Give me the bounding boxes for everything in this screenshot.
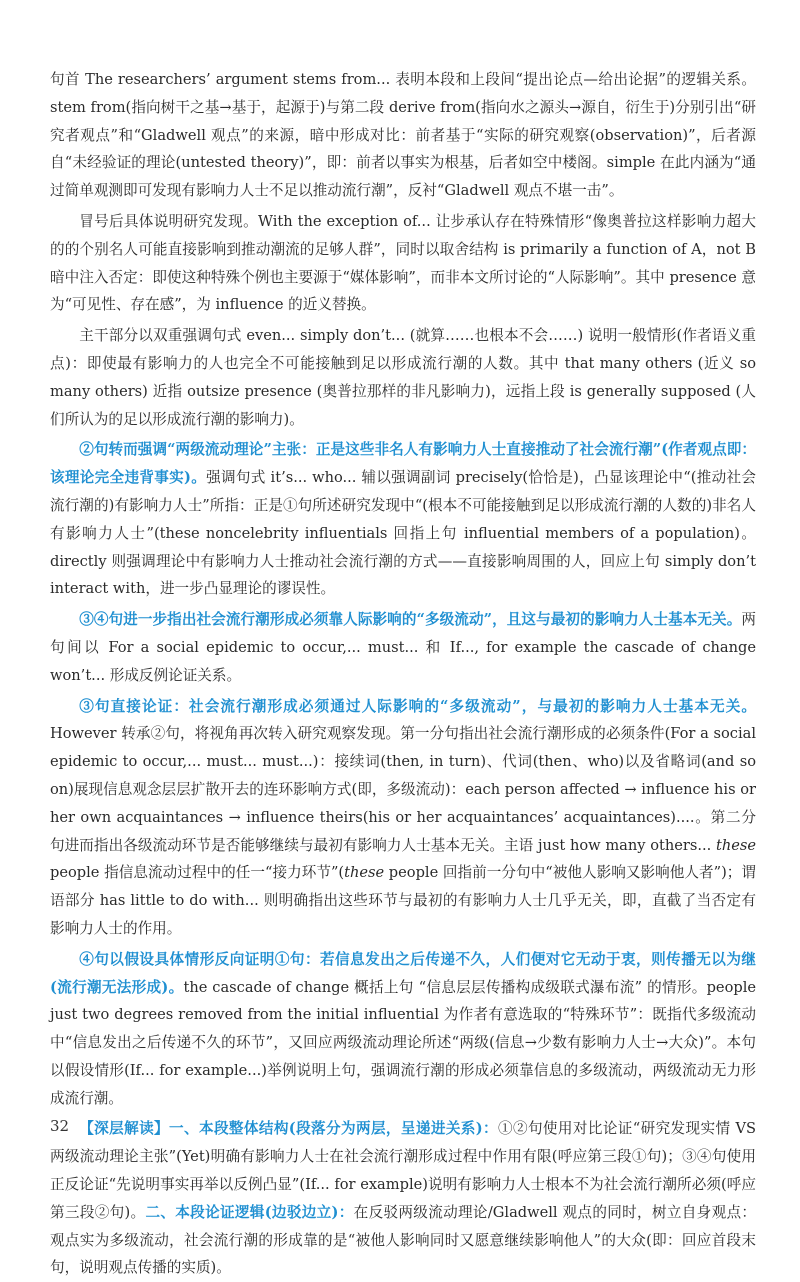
highlighted-summary: ③句直接论证：社会流行潮形成必须通过人际影响的“多级流动”，与最初的影响力人士基本无关。 — [79, 697, 756, 715]
body-text: people 回指前一分句中“被他人影响又影响他人者”)；谓语部分 has little to do with... 则明确指出这些环节与最初的有影响力人士几乎无关，即，直截了当否定有影响力人士的作用。 — [50, 864, 756, 937]
page-number: 32 — [50, 1117, 70, 1135]
body-text: 句首 The researchers’ argument stems from... 表明本段和上段间“提出论点—给出论据”的逻辑关系。stem from(指向树干之基→基于，起源于)与第二段 derive from(指向水之源头→源自，衍生于)分别引出“研究者观点”和“Gladwell 观点”的来源，暗中形成对比：前者基于“实际的研究观察(observation)”，后者源自“未经验证的理论(untested theory)”，即：前者以事实为根基，后者如空中楼阁。simple 在此内涵为“通过简单观测即可发现有影响力人士不足以推动流行潮”，反衬“Gladwell 观点不堪一击”。 — [50, 71, 756, 200]
body-text: However 转承②句，将视角再次转入研究观察发现。第一分句指出社会流行潮形成的必须条件(For a social epidemic to occur,... must... must...)：接续词(then, in turn)、代词(then、who)以及省略词(and so on)展现信息观念层层扩散开去的连环影响方式(即，多级流动)：each person affected → influence his or her own acquaintances → influence theirs(his or her acquaintances’ acquaintances)....。第二分句进而指出各级流动环节是否能够继续与最初有影响力人士基本无关。主语 just how many others... — [50, 725, 756, 854]
body-text: 冒号后具体说明研究发现。With the exception of... 让步承认存在特殊情形“像奥普拉这样影响力超大的的个别名人可能直接影响到推动潮流的足够人群”，同时以取舍结构 is primarily a function of A，not B 暗中注入否定：即使这种特殊个例也主要源于“媒体影响”，而非本文所讨论的“人际影响”。其中 presence 意为“可见性、存在感”，为 influence 的近义替换。 — [50, 212, 756, 314]
body-text: people 指信息流动过程中的任一“接力环节”( — [50, 864, 345, 882]
paragraph-p5 — [50, 606, 756, 689]
paragraph-p8 — [50, 1115, 756, 1282]
body-text: ①②句使用对比论证“研究发现实情 VS 两级流动理论主张”(Yet)明确有影响力人士在社会流行潮形成过程中作用有限(呼应第三段①句)；③④句使用正反论证“先说明事实再举以反例凸显”(If... for example)说明有影响力人士根本不为社会流行潮所必须(呼应第三段②句)。 — [50, 1120, 756, 1221]
highlighted-summary: ④句以假设具体情形反向证明①句：若信息发出之后传递不久，人们便对它无动于衷，则传播无以为继(流行潮无法形成)。 — [50, 950, 756, 996]
highlighted-summary: 【深层解读】一、本段整体结构(段落分为两层，呈递进关系)： — [79, 1120, 499, 1138]
body-text: 两句间以 For a social epidemic to occur,... must... 和 If..., for example the cascade of change won’t... 形成反例论证关系。 — [50, 611, 756, 684]
body-text: 在反驳两级流动理论/Gladwell 观点的同时，树立自身观点：观点实为多级流动，社会流行潮的形成靠的是“被他人影响同时又愿意继续影响他人”的大众(即：回应首段末句，说明观点传播的实质)。 — [50, 1203, 756, 1277]
paragraph-p7 — [50, 946, 756, 1113]
italic-term: these — [344, 864, 385, 882]
body-text: the cascade of change 概括上句 “信息层层传播构成级联式瀑布流” 的情形。people just two degrees removed from the initial influential 为作者有意选取的“特殊环节”：既指代多级流动中“信息发出之后传递不久的环节”，又回应两级流动理论所述“两级(信息→少数有影响力人士→大众)”。本句以假设情形(If... for example...)举例说明上句，强调流行潮的形成必须靠信息的多级流动，两级流动无力形成流行潮。 — [50, 978, 757, 1107]
highlighted-summary: ②句转而强调“两级流动理论”主张：正是这些非名人有影响力人士直接推动了社会流行潮”(作者观点即：该理论完全违背事实)。 — [50, 441, 756, 487]
body-text: 强调句式 it’s... who... 辅以强调副词 precisely(恰恰是)，凸显该理论中“(推动社会流行潮的)有影响力人士”所指：正是①句所述研究发现中“(根本不可能接触到足以形成流行潮的人数的)非名人有影响力人士”(these noncelebrity influentials 回指上句 influential members of a population)。directly 则强调理论中有影响力人士推动社会流行潮的方式——直接影响周围的人，回应上句 simply don’t interact with，进一步凸显理论的谬误性。 — [50, 469, 756, 598]
italic-term: these — [715, 836, 756, 854]
body-text: 主干部分以双重强调句式 even... simply don’t... (就算……也根本不会……) 说明一般情形(作者语义重点)：即使最有影响力的人也完全不可能接触到足以形成流行潮的人数。其中 that many others (近义 so many others) 近指 outsize presence (奥普拉那样的非凡影响力)，远指上段 is generally supposed (人们所认为的足以形成流行潮的影响力)。 — [50, 327, 756, 428]
paragraph-p3 — [50, 322, 756, 433]
highlighted-summary: ③④句进一步指出社会流行潮形成必须靠人际影响的“多级流动”，且这与最初的影响力人士基本无关。 — [79, 611, 742, 629]
paragraph-p4 — [50, 436, 756, 603]
paragraph-p6 — [50, 693, 756, 943]
highlighted-summary: 二、本段论证逻辑(边驳边立)： — [145, 1203, 354, 1221]
paragraph-p2 — [50, 208, 756, 319]
document-body — [50, 66, 756, 1282]
paragraph-p1 — [50, 66, 756, 205]
